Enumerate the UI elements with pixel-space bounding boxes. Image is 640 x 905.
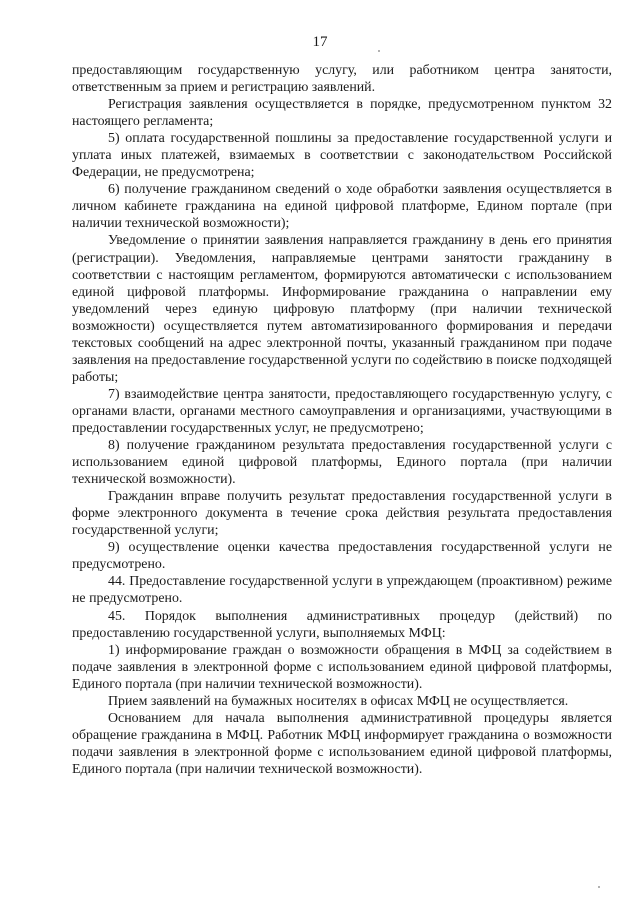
paragraph-procedure-basis: Основанием для начала выполнения административной процедуры является обращение гражданина в МФЦ. Работник МФЦ информирует гражданина о возможности подачи заявления в электронной форме с использованием единой цифровой платформы, Единого портала (при наличии технической возможности). [72, 710, 612, 777]
paragraph-notification: Уведомление о принятии заявления направляется гражданину в день его принятия (регистрации). Уведомления, направляемые центрами занятости гражданину в соответствии с настоящим регламентом, формируются автоматически с использованием единой цифровой платформы. Информирование гражданина о направлении ему уведомлений через единую цифровую платформу (при наличии технической возможности) осуществляется путем автоматизированного формирования и передачи текстовых сообщений на адрес электронной почты, указанный гражданином при подаче заявления на предоставление государственной услуги по содействию в поиске подходящей работы; [72, 233, 612, 385]
paragraph-item-9: 9) осуществление оценки качества предоставления государственной услуги не предусмотрено. [72, 540, 612, 573]
paragraph-section-45: 45. Порядок выполнения административных процедур (действий) по предоставлению государственной услуги, выполняемых МФЦ: [72, 608, 612, 641]
paragraph-item-8: 8) получение гражданином результата предоставления государственной услуги с использованием единой цифровой платформы, Единого портала (при наличии технической возможности). [72, 438, 612, 488]
paragraph-item-6: 6) получение гражданином сведений о ходе обработки заявления осуществляется в личном кабинете гражданина на единой цифровой платформе, Едином портале (при наличии технической возможности); [72, 182, 612, 232]
document-body [72, 62, 612, 778]
scan-speck [598, 886, 600, 888]
paragraph-item-7: 7) взаимодействие центра занятости, предоставляющего государственную услугу, с органами власти, органами местного самоуправления и организациями, участвующими в предоставлении государственных услуг, не предусмотрено; [72, 386, 612, 436]
paragraph-item-5: 5) оплата государственной пошлины за предоставление государственной услуги и уплата иных платежей, взимаемых в соответствии с законодательством Российской Федерации, не предусмотрена; [72, 131, 612, 181]
page-number: 17 [312, 34, 328, 50]
paragraph-paper-applications: Прием заявлений на бумажных носителях в офисах МФЦ не осуществляется. [108, 693, 569, 709]
paragraph-mfc-item-1: 1) информирование граждан о возможности обращения в МФЦ за содействием в подаче заявления в электронной форме с использованием единой цифровой платформы, Единого портала (при наличии технической возможности). [72, 642, 612, 692]
paragraph-registration: Регистрация заявления осуществляется в порядке, предусмотренном пунктом 32 настоящего регламента; [72, 97, 612, 130]
paragraph-continuation: предоставляющим государственную услугу, или работником центра занятости, ответственным за прием и регистрацию заявлений. [72, 63, 612, 96]
scan-speck [378, 50, 380, 52]
paragraph-electronic-result: Гражданин вправе получить результат предоставления государственной услуги в форме электронного документа в течение срока действия результата предоставления государственной услуги; [72, 489, 612, 539]
paragraph-section-44: 44. Предоставление государственной услуги в упреждающем (проактивном) режиме не предусмотрено. [72, 574, 612, 607]
